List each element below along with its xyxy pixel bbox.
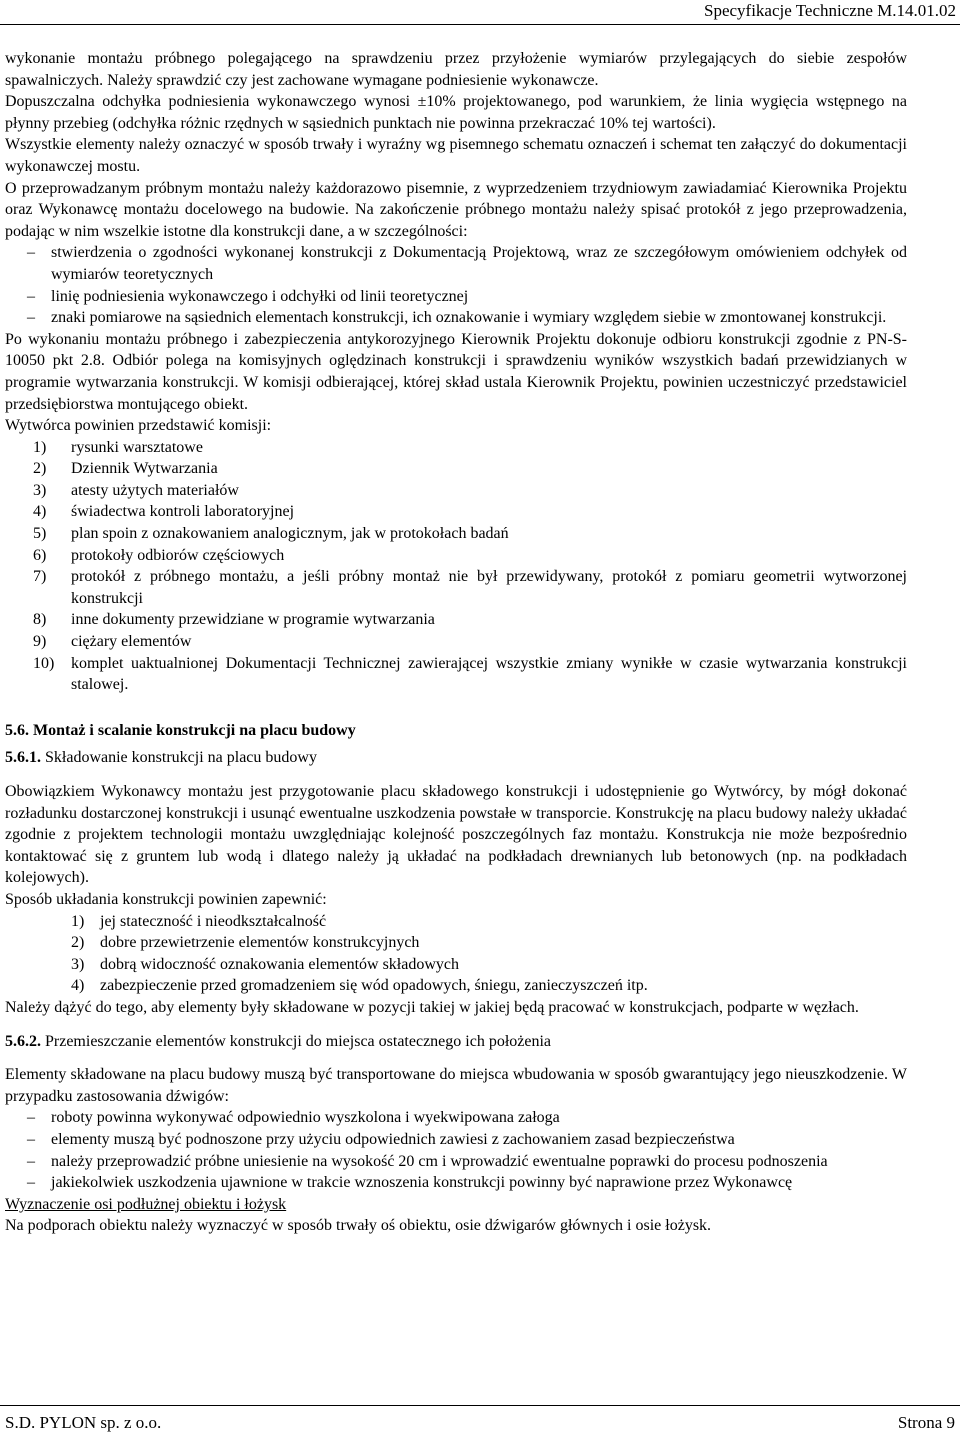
- list-number: 10): [33, 654, 55, 672]
- list-number: 1): [33, 438, 47, 456]
- list-item: [5, 653, 907, 696]
- paragraph: Po wykonaniu montażu próbnego i zabezpieczenia antykorozyjnego Kierownik Projektu dokonuje odbioru konstrukcji zgodnie z PN-S-10050 pkt 2.8. Odbiór polega na komisyjnych oględzinach konstrukcji i sprawdzeniu wyników wszystkich badań przewidzianych w programie wytwarzania konstrukcji. W komisji odbierającej, której skład ustala Kierownik Projektu, powinien uczestniczyć przedstawiciel przedsiębiorstwa montującego obiekt.: [5, 330, 907, 413]
- list-item: [5, 1129, 907, 1151]
- list-item-text: linię podniesienia wykonawczego i odchyłki od linii teoretycznej: [51, 287, 469, 305]
- dash-marker: –: [27, 1174, 35, 1192]
- list-item-text: atesty użytych materiałów: [71, 481, 239, 499]
- list-number: 3): [33, 481, 47, 499]
- paragraph: Wszystkie elementy należy oznaczyć w sposób trwały i wyraźny wg pisemnego schematu oznaczeń i schemat ten załączyć do dokumentacji wykonawczej mostu.: [5, 136, 907, 175]
- subsection-number: 5.6.2.: [5, 1032, 41, 1050]
- list-item: [5, 609, 907, 631]
- dash-marker: –: [27, 309, 35, 327]
- paragraph: Sposób układania konstrukcji powinien zapewnić:: [5, 890, 327, 908]
- subsection-title: Przemieszczanie elementów konstrukcji do miejsca ostatecznego ich położenia: [41, 1032, 552, 1050]
- subsection-heading: [5, 747, 907, 769]
- list-number: 8): [33, 611, 47, 629]
- paragraph: Na podporach obiektu należy wyznaczyć w sposób trwały oś obiektu, osie dźwigarów głównych i osie łożysk.: [5, 1217, 712, 1235]
- paragraph: Należy dążyć do tego, aby elementy były składowane w pozycji takiej w jakiej będą pracować w konstrukcjach, podparte w węzłach.: [5, 998, 859, 1016]
- list-item-text: świadectwa kontroli laboratoryjnej: [71, 503, 295, 521]
- list-item-text: inne dokumenty przewidziane w programie wytwarzania: [71, 611, 435, 629]
- list-item-text: komplet uaktualnionej Dokumentacji Technicznej zawierającej wszystkie zmiany wynikłe w czasie wytwarzania konstrukcji stalowej.: [71, 654, 907, 694]
- list-item-text: ciężary elementów: [71, 633, 192, 651]
- paragraph: Dopuszczalna odchyłka podniesienia wykonawczego wynosi ±10% projektowanego, pod warunkiem, że linia wygięcia wstępnego na płynny przebieg (odchyłka różnic rzędnych w sąsiednich punktach nie powinna przekraczać 10% tej wartości).: [5, 93, 907, 132]
- section-heading: 5.6. Montaż i scalanie konstrukcji na placu budowy: [5, 721, 356, 739]
- list-item: [5, 1151, 907, 1173]
- list-number: 9): [33, 633, 47, 651]
- list-item-text: dobre przewietrzenie elementów konstrukcyjnych: [100, 934, 420, 952]
- list-item-text: protokół z próbnego montażu, a jeśli próbny montaż nie był przewidywany, protokół z pomiaru geometrii wytworzonej konstrukcji: [71, 568, 907, 607]
- list-item: [5, 954, 907, 976]
- list-item: [5, 286, 907, 308]
- list-item-text: należy przeprowadzić próbne uniesienie na wysokość 20 cm i wprowadzić ewentualne poprawki do procesu podnoszenia: [51, 1152, 828, 1170]
- list-item: [5, 631, 907, 653]
- list-number: 5): [33, 525, 47, 543]
- list-item-text: Dziennik Wytwarzania: [71, 460, 218, 478]
- list-item-text: plan spoin z oznakowaniem analogicznym, jak w protokołach badań: [71, 525, 509, 543]
- list-number: 4): [71, 977, 85, 995]
- list-item: [5, 1172, 907, 1194]
- list-item: [5, 545, 907, 567]
- list-number: 3): [71, 955, 85, 973]
- list-item: [5, 523, 907, 545]
- document-body: [5, 48, 907, 1237]
- list-item: [5, 501, 907, 523]
- list-item: [5, 932, 907, 954]
- list-item-text: roboty powinna wykonywać odpowiednio wyszkolona i wyekwipowana załoga: [51, 1109, 560, 1127]
- list-item-text: zabezpieczenie przed gromadzeniem się wód opadowych, śniegu, zanieczyszczeń itp.: [100, 977, 648, 995]
- list-item-text: rysunki warsztatowe: [71, 438, 203, 456]
- list-number: 2): [33, 460, 47, 478]
- list-item-text: stwierdzenia o zgodności wykonanej konstrukcji z Dokumentacją Projektową, wraz ze szczegółowym omówieniem odchyłek od wymiarów teoretycznych: [51, 244, 907, 283]
- list-item-text: znaki pomiarowe na sąsiednich elementach konstrukcji, ich oznakowanie i wymiary względem siebie w zmontowanej konstrukcji.: [51, 309, 887, 327]
- list-number: 2): [71, 934, 85, 952]
- list-item: [5, 480, 907, 502]
- dash-marker: –: [27, 287, 35, 305]
- subsection-heading: [5, 1031, 907, 1053]
- dash-marker: –: [27, 1109, 35, 1127]
- paragraph: Obowiązkiem Wykonawcy montażu jest przygotowanie placu składowego konstrukcji i udostępnienie go Wytwórcy, by mógł dokonać rozładunku dostarczonej konstrukcji i usunąć ewentualne uszkodzenia powstałe w transporcie. Konstrukcję na placu budowy należy układać zgodnie z projektem technologii montażu uwzględniając kolejność poszczególnych faz montażu. Konstrukcja nie może bezpośrednio kontaktować się z gruntem lub wodą i dlatego należy ją układać na podkładach drewnianych lub betonowych (np. na podkładach kolejowych).: [5, 783, 907, 887]
- paragraph: wykonanie montażu próbnego polegającego na sprawdzeniu przez przyłożenie wymiarów przylegających do siebie zespołów spawalniczych. Należy sprawdzić czy jest zachowane wymagane podniesienie wykonawcze.: [5, 50, 907, 89]
- subsection-number: 5.6.1.: [5, 749, 41, 767]
- dash-marker: –: [27, 1152, 35, 1170]
- list-item: [5, 1107, 907, 1129]
- list-item: [5, 307, 907, 329]
- list-item-text: protokoły odbiorów częściowych: [71, 546, 285, 564]
- list-item-text: elementy muszą być podnoszone przy użyciu odpowiednich zawiesi z zachowaniem zasad bezpieczeństwa: [51, 1130, 735, 1148]
- list-item: [5, 566, 907, 609]
- dash-marker: –: [27, 244, 35, 262]
- list-item: [5, 242, 907, 285]
- page-header: [0, 0, 960, 22]
- page-footer: [5, 1412, 955, 1434]
- footer-divider: [0, 1405, 960, 1406]
- list-number: 7): [33, 568, 47, 586]
- header-divider: [0, 24, 960, 25]
- list-item-text: jakiekolwiek uszkodzenia ujawnione w trakcie wznoszenia konstrukcji powinny być naprawione przez Wykonawcę: [51, 1174, 793, 1192]
- header-title: Specyfikacje Techniczne M.14.01.02: [704, 1, 956, 20]
- page-number: Strona 9: [897, 1413, 955, 1432]
- company-name: S.D. PYLON sp. z o.o.: [5, 1413, 162, 1432]
- subsection-title: Składowanie konstrukcji na placu budowy: [41, 749, 317, 767]
- list-item: [5, 975, 907, 997]
- list-number: 6): [33, 546, 47, 564]
- list-number: 1): [71, 912, 85, 930]
- list-item-text: jej stateczność i nieodkształcalność: [100, 912, 327, 930]
- paragraph: Wytwórca powinien przedstawić komisji:: [5, 417, 272, 435]
- list-number: 4): [33, 503, 47, 521]
- list-item: [5, 437, 907, 459]
- list-item: [5, 911, 907, 933]
- paragraph: O przeprowadzanym próbnym montażu należy każdorazowo pisemnie, z wyprzedzeniem trzydniowym zawiadamiać Kierownika Projektu oraz Wykonawcę montażu docelowego na budowie. Na zakończenie próbnego montażu należy spisać protokół z jego przeprowadzenia, podając w nim wszelkie istotne dla konstrukcji dane, a w szczególności:: [5, 179, 907, 240]
- underlined-heading: Wyznaczenie osi podłużnej obiektu i łożysk: [5, 1195, 287, 1213]
- list-item-text: dobrą widoczność oznakowania elementów składowych: [100, 955, 459, 973]
- list-item: [5, 458, 907, 480]
- dash-marker: –: [27, 1130, 35, 1148]
- paragraph: Elementy składowane na placu budowy muszą być transportowane do miejsca wbudowania w sposób gwarantujący jego nieuszkodzenie. W przypadku zastosowania dźwigów:: [5, 1066, 907, 1105]
